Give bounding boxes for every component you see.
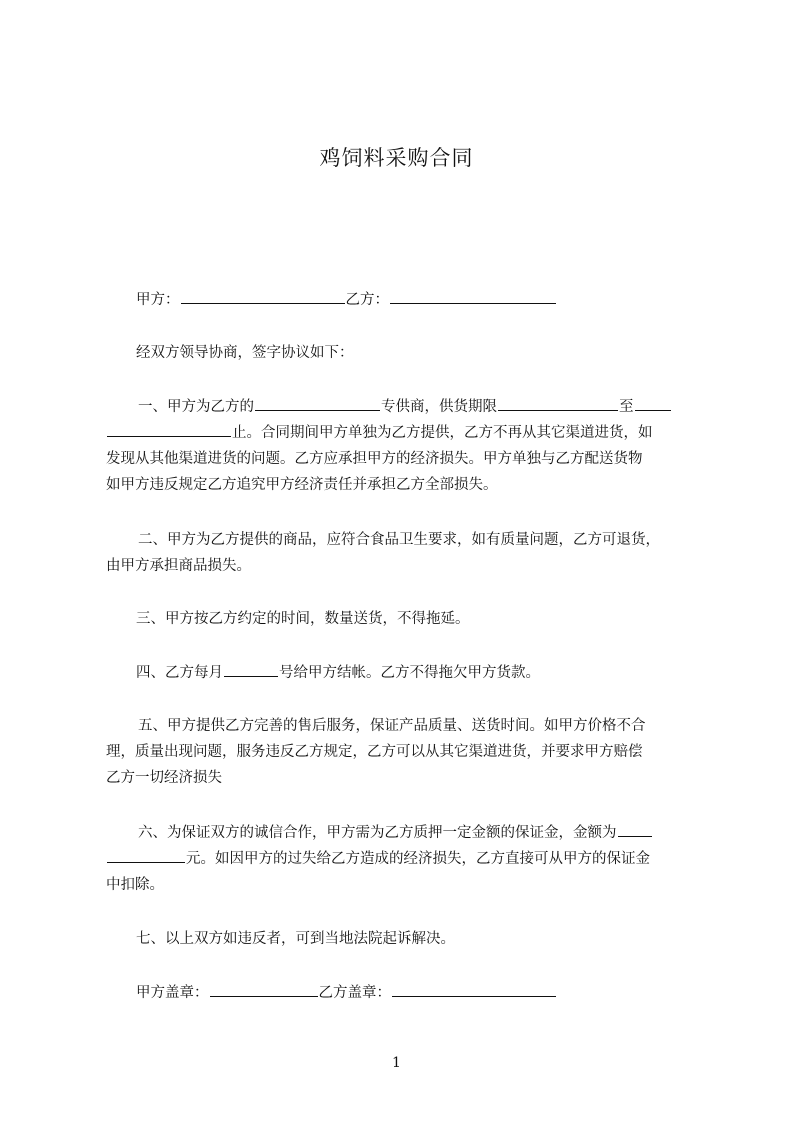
clause-2 [106, 527, 701, 579]
seals-line [106, 980, 731, 1006]
page-number: 1 [392, 1055, 401, 1071]
document-title: 鸡饲料采购合同 [319, 146, 474, 170]
party-b-blank [390, 289, 556, 304]
party-a-seal-blank [210, 982, 318, 997]
clause-4-text-b: 号给甲方结帐。乙方不得拖欠甲方货款。 [279, 665, 540, 681]
clause-6-text-b: 元。如因甲方的过失给乙方造成的经济损失，乙方直接可从甲方的保证金 [186, 851, 650, 867]
clause-2-line-1: 二、甲方为乙方提供的商品，应符合食品卫生要求，如有质量问题，乙方可退货， [138, 532, 660, 548]
party-a-label: 甲方： [136, 292, 180, 308]
clause-2-line-2: 由甲方承担商品损失。 [106, 558, 251, 574]
clause-1-line-1 [106, 394, 701, 420]
deposit-amount-blank-a [618, 822, 652, 837]
clause-1-text-d: 止。合同期间甲方单独为乙方提供，乙方不再从其它渠道进货，如 [232, 425, 653, 441]
clause-6-text-a: 六、为保证双方的诚信合作，甲方需为乙方质押一定金额的保证金，金额为 [138, 825, 617, 841]
deposit-amount-blank-b [107, 848, 185, 863]
clause-1-text-c: 至 [619, 399, 634, 415]
party-a-seal-label: 甲方盖章： [136, 985, 209, 1001]
clause-1-end-blank-a [635, 396, 671, 411]
party-a-blank [181, 289, 345, 304]
clause-5-line-1: 五、甲方提供乙方完善的售后服务，保证产品质量、送货时间。如甲方价格不合 [138, 718, 646, 734]
party-b-seal-label: 乙方盖章： [318, 985, 391, 1001]
clause-1-line-3: 发现从其他渠道进货的问题。乙方应承担甲方的经济损失。甲方单独与乙方配送货物 [106, 451, 643, 467]
party-b-label: 乙方： [345, 292, 389, 308]
clause-1-end-blank-b [107, 422, 231, 437]
parties-line [106, 287, 731, 313]
clause-6-line-3: 中扣除。 [106, 877, 164, 893]
clause-4 [106, 660, 731, 686]
clause-1-line-2 [106, 420, 701, 446]
clause-5-line-3: 乙方一切经济损失 [106, 770, 222, 786]
clause-1-line-4: 如甲方违反规定乙方追究甲方经济责任并承担乙方全部损失。 [106, 477, 498, 493]
clause-7: 七、以上双方如违反者，可到当地法院起诉解决。 [136, 931, 455, 947]
clause-5 [106, 713, 701, 791]
clause-6 [106, 820, 701, 898]
clause-1-product-blank [255, 396, 380, 411]
clause-4-text-a: 四、乙方每月 [136, 665, 223, 681]
clause-5-line-2: 理，质量出现问题，服务违反乙方规定，乙方可以从其它渠道进货，并要求甲方赔偿 [106, 744, 643, 760]
party-b-seal-blank [392, 982, 556, 997]
clause-1-text-b: 专供商，供货期限 [381, 399, 497, 415]
clause-3: 三、甲方按乙方约定的时间，数量送货，不得拖延。 [136, 611, 470, 627]
clause-6-line-1 [106, 820, 701, 846]
clause-1-text-a: 一、甲方为乙方的 [138, 399, 254, 415]
settlement-day-blank [224, 662, 278, 677]
clause-1 [106, 394, 701, 498]
clause-6-line-2 [106, 846, 701, 872]
clause-1-start-blank [498, 396, 618, 411]
intro-paragraph: 经双方领导协商，签字协议如下： [136, 345, 354, 361]
